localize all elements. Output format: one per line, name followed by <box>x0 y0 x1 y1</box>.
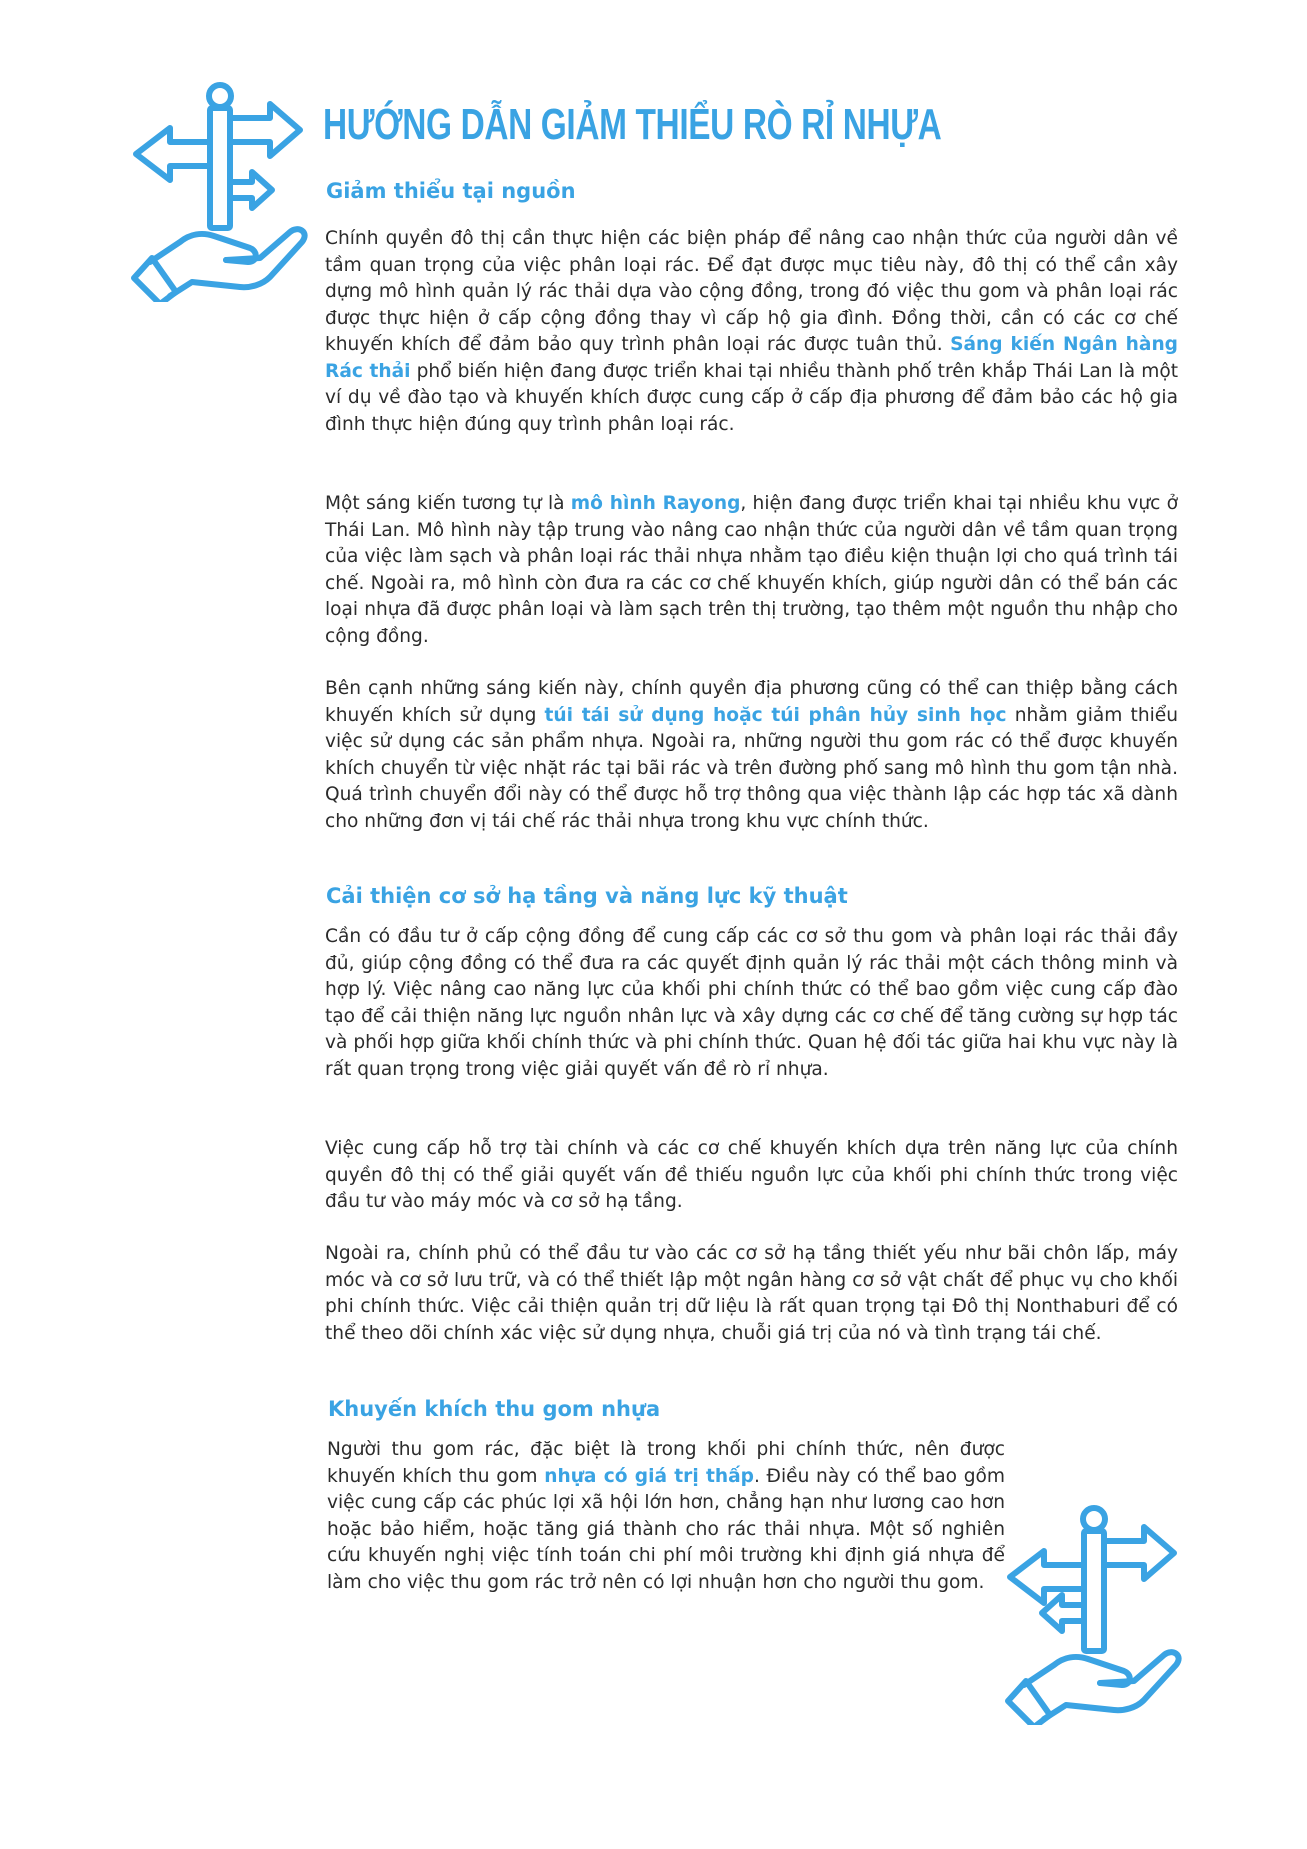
paragraph <box>327 1437 1005 1596</box>
paragraph-text: Việc cung cấp hỗ trợ tài chính và các cơ chế khuyến khích dựa trên năng lực của chính quyền đô thị có thể giải quyết vấn đề thiếu nguồn lực của khối phi chính thức trong việc đầu tư vào máy móc và cơ sở hạ tầng. <box>325 1138 1178 1212</box>
paragraph-text: Người thu gom rác, đặc biệt là trong khối phi chính thức, nên được khuyến khích thu gom <box>327 1439 1005 1487</box>
highlight-term: túi tái sử dụng hoặc túi phân hủy sinh học <box>544 704 1007 726</box>
section-heading: Cải thiện cơ sở hạ tầng và năng lực kỹ thuật <box>326 884 848 908</box>
section-heading: Giảm thiểu tại nguồn <box>326 179 576 203</box>
paragraph-text: phổ biến hiện đang được triển khai tại nhiều thành phố trên khắp Thái Lan là một ví dụ về đào tạo và khuyến khích được cung cấp ở cấp địa phương để đảm bảo các hộ gia đình thực hiện đúng quy trình phân loại rác. <box>325 360 1178 435</box>
paragraph-text: nhằm giảm thiểu việc sử dụng các sản phẩm nhựa. Ngoài ra, những người thu gom rác có thể được khuyến khích chuyển từ việc nhặt rác tại bãi rác và trên đường phố sang mô hình thu gom tận nhà. Quá trình chuyển đổi này có thể được hỗ trợ thông qua việc thành lập các hợp tác xã dành cho những đơn vị tái chế rác thải nhựa trong khu vực chính thức. <box>325 704 1178 832</box>
paragraph-text: Chính quyền đô thị cần thực hiện các biện pháp để nâng cao nhận thức của người dân về tầm quan trọng của việc phân loại rác. Để đạt được mục tiêu này, đô thị có thể cần xây dựng mô hình quản lý rác thải dựa vào cộng đồng, trong đó việc thu gom và phân loại rác được thực hiện ở cấp cộng đồng thay vì cấp hộ gia đình. Đồng thời, cần có các cơ chế khuyến khích để đảm bảo quy trình phân loại rác được tuân thủ. <box>325 228 1178 355</box>
paragraph <box>325 226 1178 438</box>
paragraph-text: Ngoài ra, chính phủ có thể đầu tư vào các cơ sở hạ tầng thiết yếu như bãi chôn lấp, máy móc và cơ sở lưu trữ, và có thể thiết lập một ngân hàng cơ sở vật chất để phục vụ cho khối phi chính thức. Việc cải thiện quản trị dữ liệu là rất quan trọng tại Đô thị Nonthaburi để có thể theo dõi chính xác việc sử dụng nhựa, chuỗi giá trị của nó và tình trạng tái chế. <box>325 1243 1178 1344</box>
highlight-term: mô hình Rayong <box>570 493 741 514</box>
paragraph <box>325 1136 1178 1216</box>
highlight-term: Sáng kiến Ngân hàng Rác thải <box>325 334 1178 382</box>
paragraph <box>325 924 1178 1083</box>
section-heading: Khuyến khích thu gom nhựa <box>328 1397 661 1421</box>
page-title: HƯỚNG DẪN GIẢM THIỂU RÒ RỈ NHỰA <box>323 100 942 149</box>
paragraph-text: Bên cạnh những sáng kiến này, chính quyền địa phương cũng có thể can thiệp bằng cách khuyến khích sử dụng <box>325 678 1178 726</box>
paragraph-text: , hiện đang được triển khai tại nhiều khu vực ở Thái Lan. Mô hình này tập trung vào nâng cao nhận thức của người dân về tầm quan trọng của việc làm sạch và phân loại rác thải nhựa nhằm tạo điều kiện thuận lợi cho quá trình tái chế. Ngoài ra, mô hình còn đưa ra các cơ chế khuyến khích, giúp người dân có thể bán các loại nhựa đã được phân loại và làm sạch trên thị trường, tạo thêm một nguồn thu nhập cho cộng đồng. <box>325 493 1179 647</box>
paragraph <box>325 676 1178 835</box>
paragraph <box>325 491 1178 650</box>
paragraph-text: . Điều này có thể bao gồm việc cung cấp các phúc lợi xã hội lớn hơn, chẳng hạn như lương cao hơn hoặc bảo hiểm, hoặc tăng giá thành cho rác thải nhựa. Một số nghiên cứu khuyến nghị việc tính toán chi phí môi trường khi định giá nhựa để làm cho việc thu gom rác trở nên có lợi nhuận hơn cho người thu gom. <box>327 1465 1005 1593</box>
paragraph-text: Cần có đầu tư ở cấp cộng đồng để cung cấp các cơ sở thu gom và phân loại rác thải đầy đủ, giúp cộng đồng có thể đưa ra các quyết định quản lý rác thải một cách thông minh và hợp lý. Việc nâng cao năng lực của khối phi chính thức có thể bao gồm việc cung cấp đào tạo để cải thiện năng lực nguồn nhân lực và xây dựng các cơ chế để tăng cường sự hợp tác và phối hợp giữa khối chính thức và phi chính thức. Quan hệ đối tác giữa hai khu vực này là rất quan trọng trong việc giải quyết vấn đề rò rỉ nhựa. <box>325 926 1178 1080</box>
highlight-term: nhựa có giá trị thấp <box>544 1465 754 1487</box>
signpost-hand-icon <box>1004 1505 1184 1725</box>
paragraph-text: Một sáng kiến tương tự là <box>325 493 571 514</box>
signpost-hand-icon <box>130 82 310 302</box>
paragraph <box>325 1241 1178 1347</box>
